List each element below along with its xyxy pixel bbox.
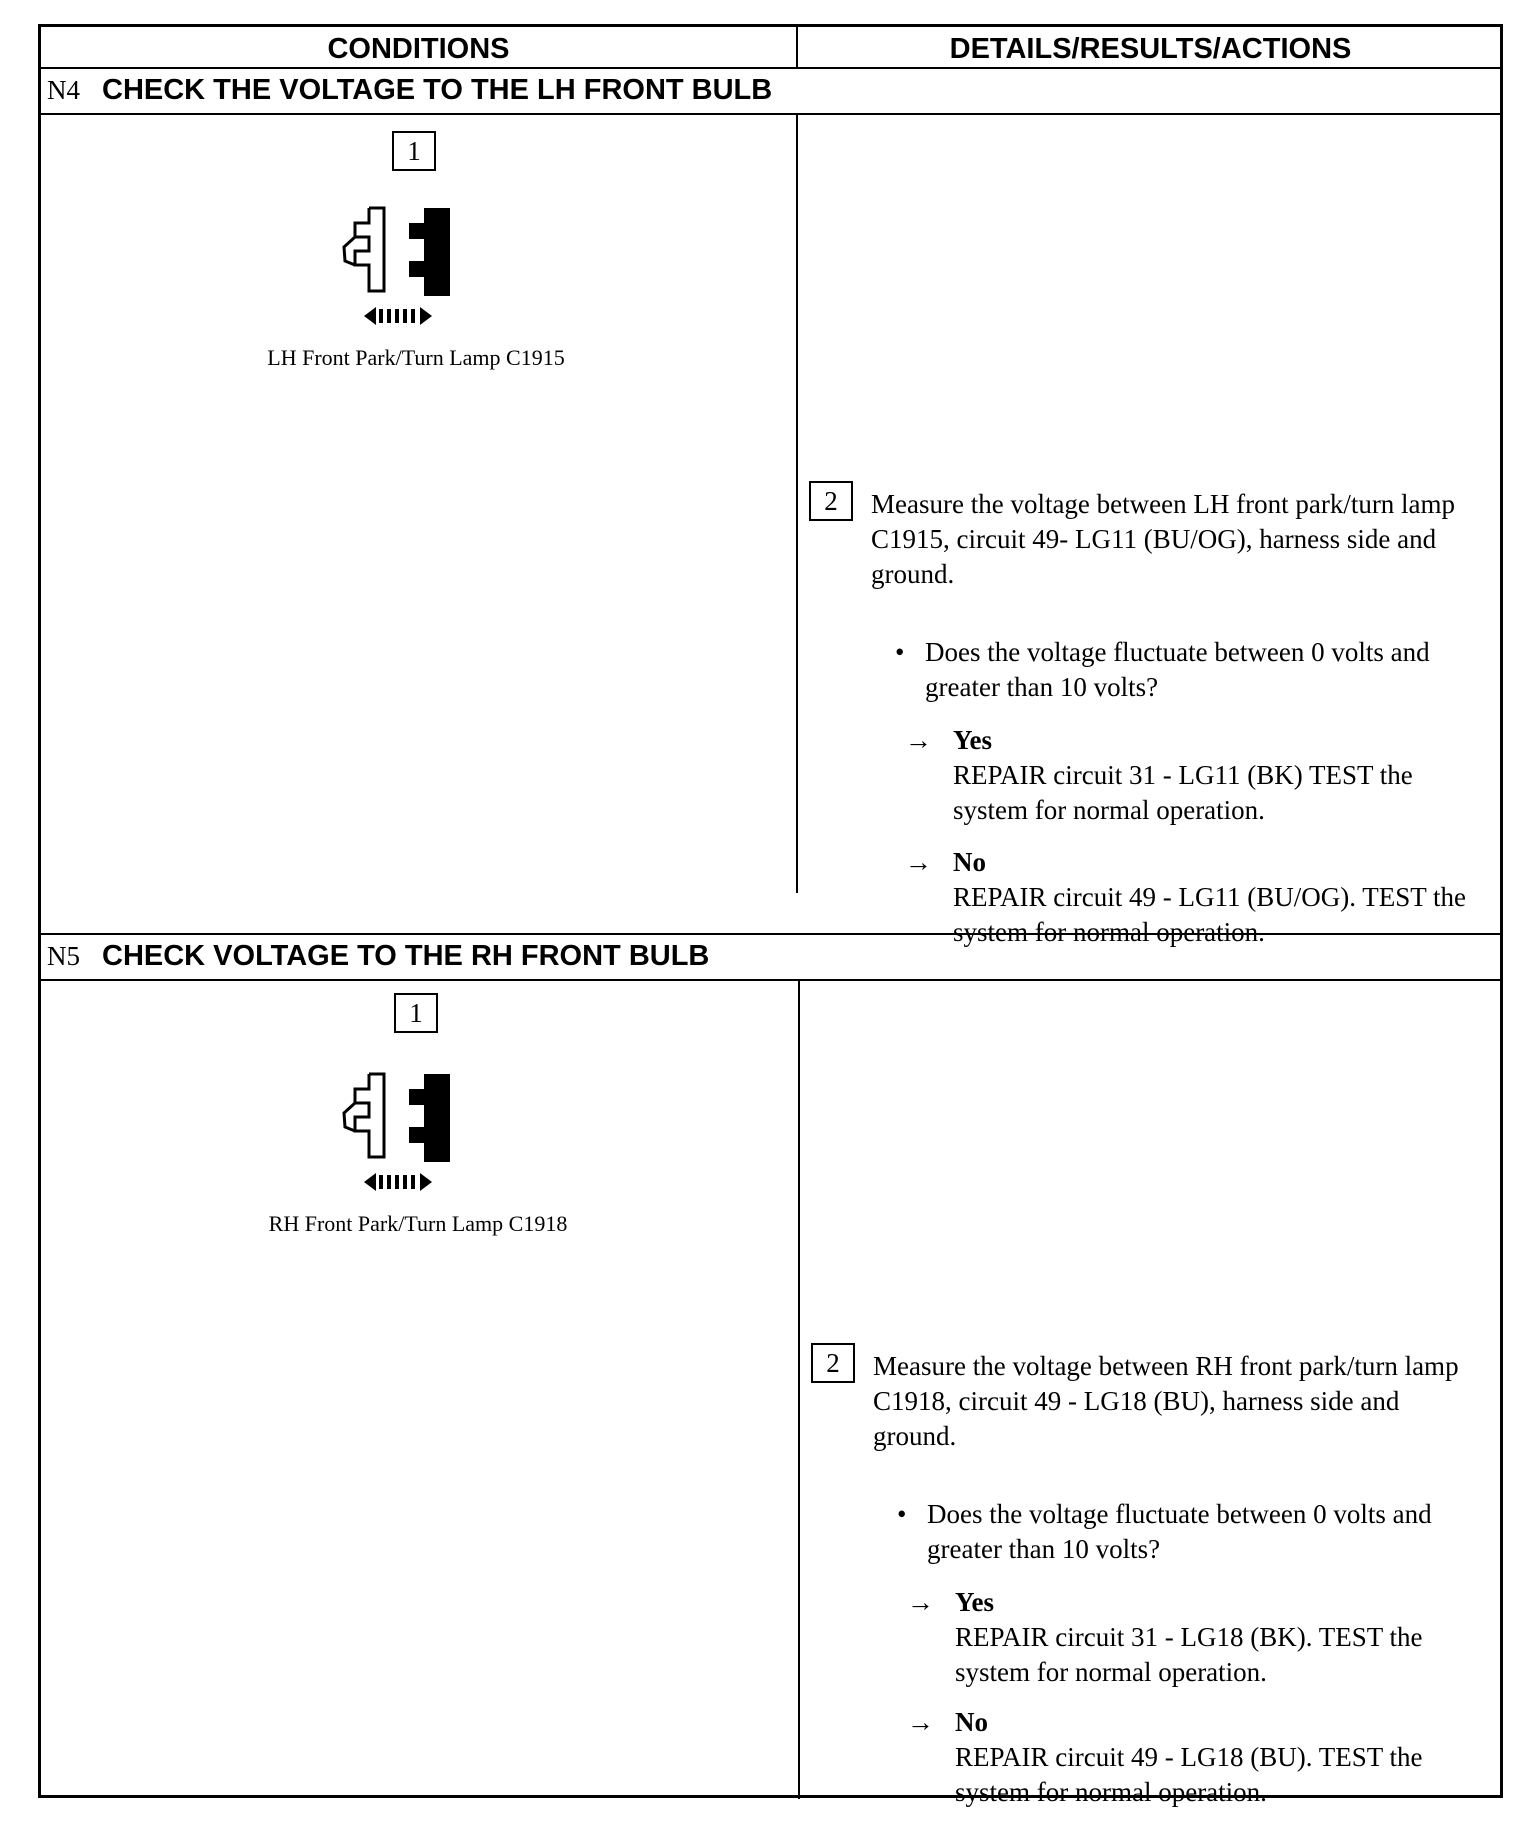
step-2-details: [809, 486, 1499, 947]
section-header-n4: [47, 67, 772, 111]
arrow-right-icon: →: [905, 847, 932, 877]
no-action: REPAIR circuit 49 - LG18 (BU). TEST the system for normal operation.: [955, 1742, 1423, 1807]
arrow-right-icon: →: [905, 725, 932, 755]
step-2-box: 2: [809, 481, 853, 521]
question-text: Does the voltage fluctuate between 0 volts and greater than 10 volts?: [927, 1499, 1432, 1564]
connector-caption: LH Front Park/Turn Lamp C1915: [267, 345, 565, 370]
no-action: REPAIR circuit 49 - LG11 (BU/OG). TEST the system for normal operation.: [953, 882, 1466, 947]
column-divider: [798, 979, 800, 1799]
section-header-n5: [47, 933, 709, 977]
step-2-box: 2: [811, 1343, 855, 1383]
header-column-divider: [796, 27, 798, 67]
question-text: Does the voltage fluctuate between 0 volts and greater than 10 volts?: [925, 637, 1430, 702]
measure-instruction: Measure the voltage between LH front park/turn lamp C1915, circuit 49- LG11 (BU/OG), harness side and ground.: [871, 489, 1456, 589]
no-label: No: [953, 847, 986, 877]
section-code: N4: [47, 75, 80, 105]
yes-action: REPAIR circuit 31 - LG11 (BK) TEST the system for normal operation.: [953, 760, 1413, 825]
yes-label: Yes: [955, 1587, 994, 1617]
connector-disconnect-icon: [324, 203, 474, 338]
arrow-right-icon: →: [907, 1587, 934, 1617]
yes-label: Yes: [953, 725, 992, 755]
conditions-column-header: CONDITIONS: [327, 33, 510, 65]
bullet-dot-icon: •: [895, 637, 905, 667]
column-divider: [796, 113, 798, 893]
section-divider: [41, 979, 1500, 981]
arrow-right-icon: →: [907, 1707, 934, 1737]
section-title: CHECK THE VOLTAGE TO THE LH FRONT BULB: [102, 74, 773, 106]
section-title: CHECK VOLTAGE TO THE RH FRONT BULB: [102, 940, 710, 972]
diagnostic-table: [38, 24, 1503, 1807]
section-divider: [41, 113, 1500, 115]
step-1-box: 1: [392, 131, 436, 171]
yes-action: REPAIR circuit 31 - LG18 (BK). TEST the system for normal operation.: [955, 1622, 1423, 1687]
connector-disconnect-icon: [324, 1069, 474, 1204]
no-label: No: [955, 1707, 988, 1737]
measure-instruction: Measure the voltage between RH front park/turn lamp C1918, circuit 49 - LG18 (BU), harness side and ground.: [873, 1351, 1459, 1451]
bullet-dot-icon: •: [897, 1499, 907, 1529]
step-2-details: [811, 1348, 1501, 1807]
section-code: N5: [47, 941, 80, 971]
step-1-box: 1: [394, 993, 438, 1033]
details-column-header: DETAILS/RESULTS/ACTIONS: [949, 33, 1352, 65]
connector-caption: RH Front Park/Turn Lamp C1918: [268, 1211, 568, 1236]
